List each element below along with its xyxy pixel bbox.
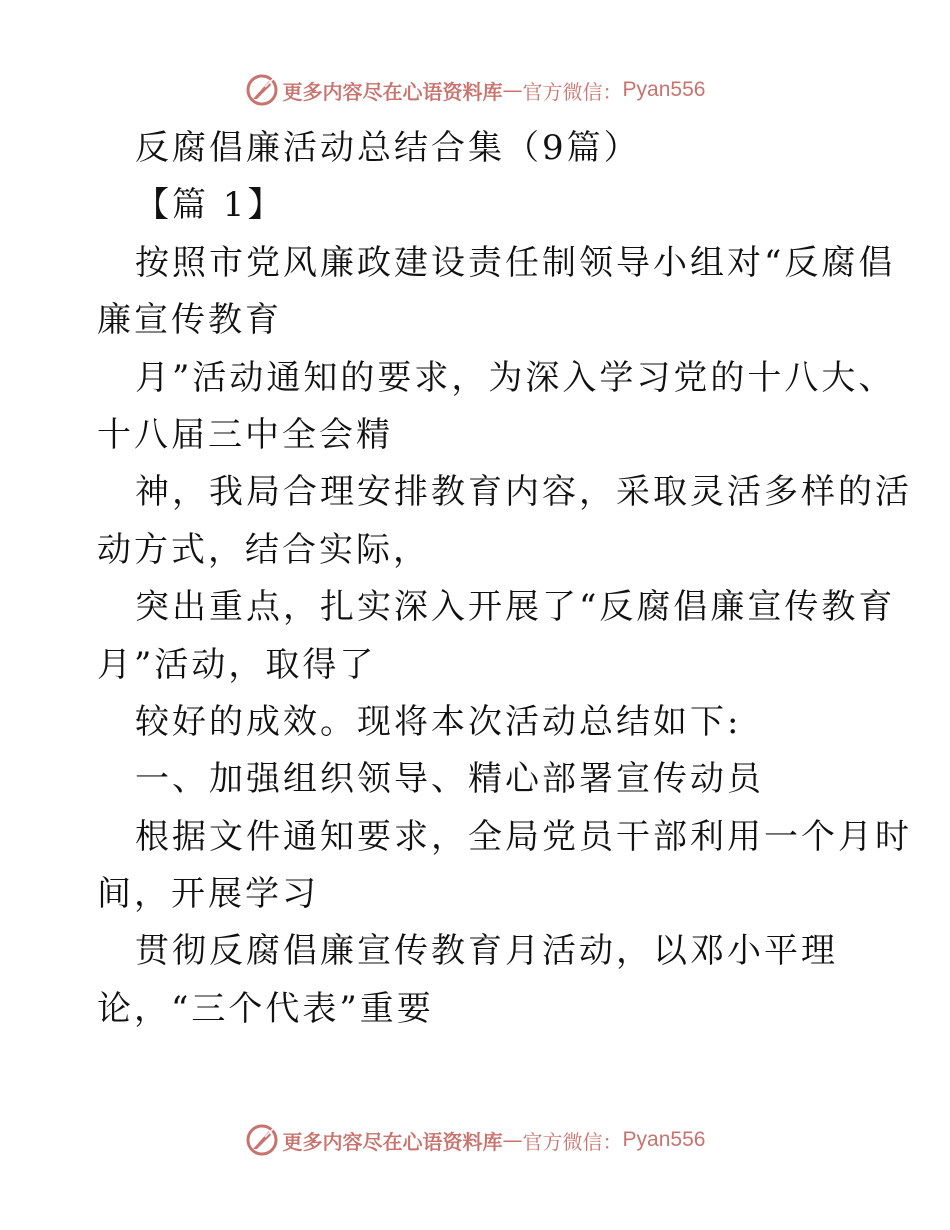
watermark-wechat-id: Pyan556 bbox=[622, 1128, 706, 1151]
watermark-separator: — bbox=[502, 78, 523, 102]
text-line: 较好的成效。现将本次活动总结如下: bbox=[135, 701, 742, 742]
watermark-brand: 更多内容尽在心语资料库 bbox=[282, 1129, 503, 1154]
feather-logo-icon bbox=[245, 73, 279, 107]
watermark-wechat-label: 官方微信： bbox=[522, 1129, 623, 1154]
watermark-wechat-id: Pyan556 bbox=[622, 78, 706, 101]
watermark-brand: 更多内容尽在心语资料库 bbox=[282, 79, 503, 104]
text-line: 十八届三中全会精 bbox=[97, 414, 393, 455]
document-title: 反腐倡廉活动总结合集（9篇） bbox=[135, 128, 641, 168]
watermark-wechat-label: 官方微信： bbox=[522, 79, 623, 104]
header-watermark bbox=[0, 70, 950, 110]
text-line: 间，开展学习 bbox=[97, 874, 319, 915]
text-line: 贯彻反腐倡廉宣传教育月活动，以邓小平理 bbox=[135, 931, 838, 972]
footer-watermark bbox=[0, 1120, 950, 1160]
text-line: 一、加强组织领导、精心部署宣传动员 bbox=[135, 759, 764, 800]
text-line: 神，我局合理安排教育内容，采取灵活多样的活 bbox=[135, 472, 912, 513]
text-line: 廉宣传教育 bbox=[97, 300, 282, 341]
text-line: 月”活动通知的要求，为深入学习党的十八大、 bbox=[135, 357, 896, 398]
text-line: 动方式，结合实际， bbox=[97, 529, 430, 570]
document-body bbox=[97, 120, 912, 1038]
watermark-separator: — bbox=[502, 1128, 523, 1152]
section-heading: 【篇 1】 bbox=[135, 185, 285, 226]
text-line: 月”活动，取得了 bbox=[97, 644, 377, 685]
text-line: 根据文件通知要求，全局党员干部利用一个月时 bbox=[135, 816, 912, 857]
text-line: 突出重点，扎实深入开展了“反腐倡廉宣传教育 bbox=[135, 587, 896, 628]
text-line: 论，“三个代表”重要 bbox=[97, 988, 434, 1029]
feather-logo-icon bbox=[245, 1123, 279, 1157]
text-line: 按照市党风廉政建设责任制领导小组对“反腐倡 bbox=[135, 242, 896, 283]
